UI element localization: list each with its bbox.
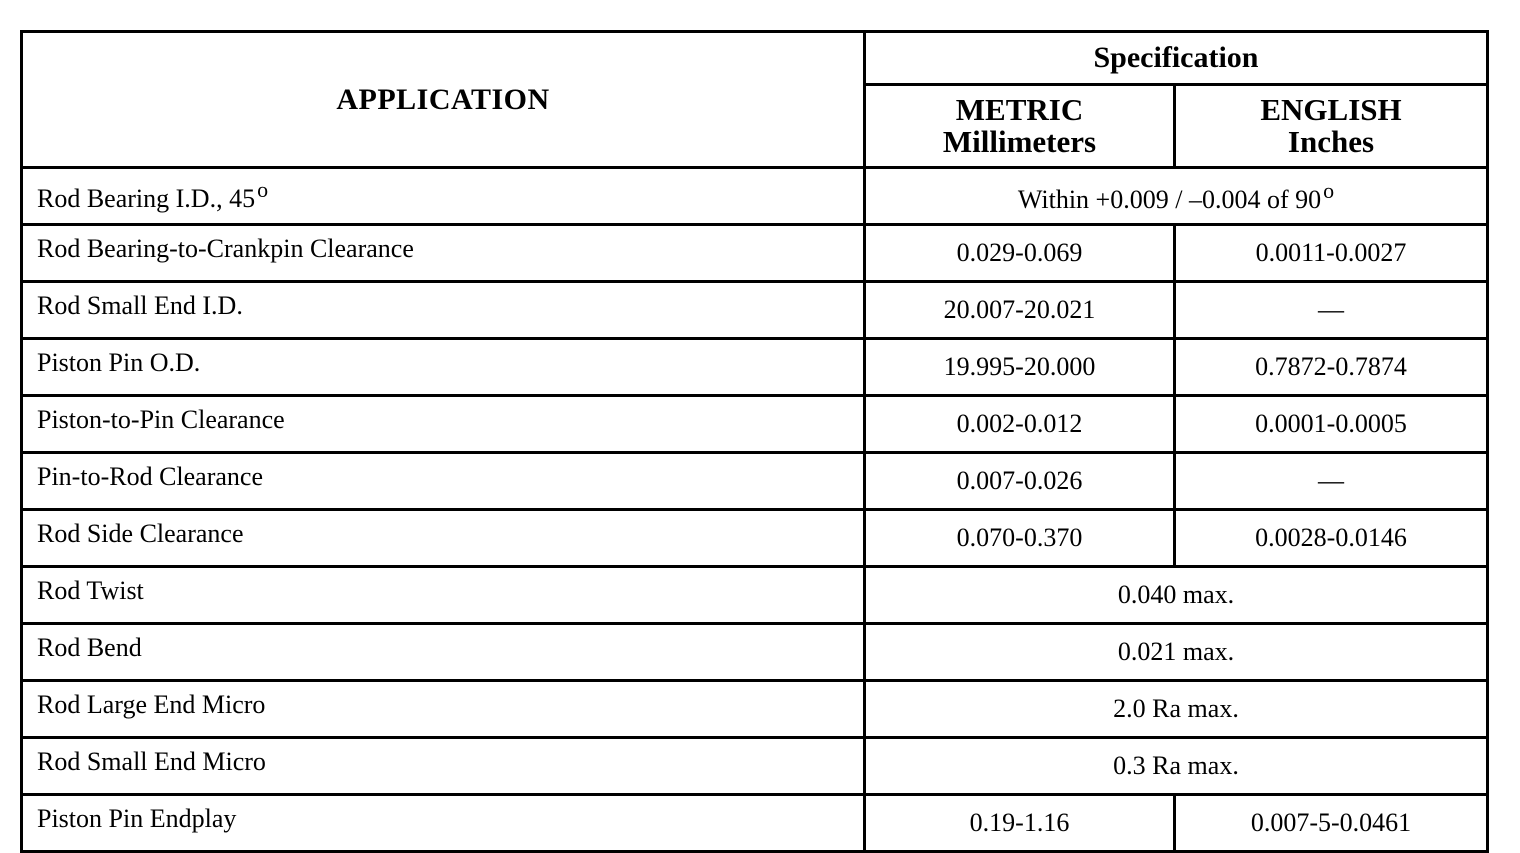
- application-cell: Rod Side Clearance: [22, 510, 865, 567]
- metric-value-cell: 0.070-0.370: [865, 510, 1175, 567]
- metric-value-cell: 0.007-0.026: [865, 453, 1175, 510]
- english-value-cell: 0.0001-0.0005: [1175, 396, 1488, 453]
- specification-header: Specification: [865, 32, 1488, 85]
- english-header-line2: Inches: [1287, 124, 1375, 159]
- english-value-cell: 0.7872-0.7874: [1175, 339, 1488, 396]
- english-header-line1: ENGLISH: [1260, 92, 1402, 127]
- application-cell: [22, 168, 865, 225]
- table-row: [22, 738, 1488, 795]
- english-value-cell: 0.0028-0.0146: [1175, 510, 1488, 567]
- combined-value-cell: 0.040 max.: [865, 567, 1488, 624]
- english-value-cell: 0.007-5-0.0461: [1175, 795, 1488, 852]
- metric-value-cell: 20.007-20.021: [865, 282, 1175, 339]
- metric-header-line2: Millimeters: [942, 124, 1097, 159]
- english-value-cell: 0.0011-0.0027: [1175, 225, 1488, 282]
- combined-value-cell: 0.3 Ra max.: [865, 738, 1488, 795]
- application-text: Rod Bearing I.D., 45: [37, 184, 256, 213]
- table-row: [22, 624, 1488, 681]
- metric-value-cell: 19.995-20.000: [865, 339, 1175, 396]
- combined-value-cell: 0.021 max.: [865, 624, 1488, 681]
- table-row: [22, 225, 1488, 282]
- metric-value-cell: 0.002-0.012: [865, 396, 1175, 453]
- table-row: [22, 567, 1488, 624]
- table-row: [22, 681, 1488, 738]
- application-cell: Rod Twist: [22, 567, 865, 624]
- combined-value-text: Within +0.009 / –0.004 of 90: [1017, 184, 1322, 214]
- metric-value-cell: 0.19-1.16: [865, 795, 1175, 852]
- application-cell: Rod Bend: [22, 624, 865, 681]
- table-row: [22, 339, 1488, 396]
- metric-header: [865, 85, 1175, 168]
- specification-table: [20, 30, 1489, 853]
- application-cell: Pin-to-Rod Clearance: [22, 453, 865, 510]
- table-row: [22, 453, 1488, 510]
- combined-value-cell: 2.0 Ra max.: [865, 681, 1488, 738]
- application-cell: Piston Pin O.D.: [22, 339, 865, 396]
- english-value-cell: —: [1175, 453, 1488, 510]
- english-value-cell: —: [1175, 282, 1488, 339]
- table-row: [22, 510, 1488, 567]
- table-row: [22, 396, 1488, 453]
- application-cell: Piston-to-Pin Clearance: [22, 396, 865, 453]
- application-cell: Rod Small End Micro: [22, 738, 865, 795]
- application-cell: Rod Bearing-to-Crankpin Clearance: [22, 225, 865, 282]
- table-row: [22, 282, 1488, 339]
- application-cell: Rod Small End I.D.: [22, 282, 865, 339]
- application-cell: Piston Pin Endplay: [22, 795, 865, 852]
- combined-value-cell: [865, 168, 1488, 225]
- table-row: [22, 795, 1488, 852]
- metric-value-cell: 0.029-0.069: [865, 225, 1175, 282]
- table-row: [22, 168, 1488, 225]
- application-header: APPLICATION: [22, 32, 865, 168]
- degree-symbol: o: [257, 177, 269, 202]
- degree-symbol: o: [1323, 177, 1335, 203]
- metric-header-line1: METRIC: [955, 92, 1084, 127]
- english-header: [1175, 85, 1488, 168]
- application-cell: Rod Large End Micro: [22, 681, 865, 738]
